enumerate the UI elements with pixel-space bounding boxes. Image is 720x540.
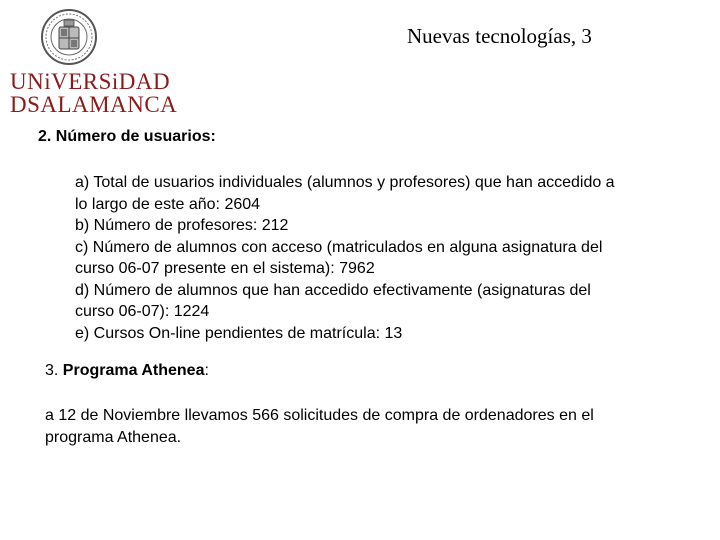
list-item: curso 06-07 presente en el sistema): 7962 [75,260,375,277]
paragraph-line: programa Athenea. [45,428,182,446]
slide-title: Nuevas tecnologías, 3 [407,24,592,48]
list-item: a) Total de usuarios individuales (alumnos y profesores) que han accedido a [75,174,615,191]
list-item: curso 06-07): 1224 [75,303,210,320]
university-logo [10,70,177,116]
list-item: e) Cursos On-line pendientes de matrícula: 13 [75,324,403,342]
logo-line-1: UNiVERSiDAD [10,69,171,94]
section-2-heading: 2. Número de usuarios: [38,128,216,145]
user-stats-list [75,172,695,344]
list-item: c) Número de alumnos con acceso (matriculados en alguna asignatura del [75,238,603,256]
university-seal-icon [40,8,98,66]
paragraph-line: a 12 de Noviembre llevamos 566 solicitudes de compra de ordenadores en el [45,407,594,424]
athenea-paragraph [45,405,695,448]
section-3-title: Programa Athenea [62,362,205,379]
logo-line-2: DSALAMANCA [10,92,178,117]
list-item: lo largo de este año: 2604 [75,195,261,213]
list-item: d) Número de alumnos que han accedido efectivamente (asignaturas del [75,281,591,299]
section-3-number: 3. [45,362,63,379]
list-item: b) Número de profesores: 212 [75,217,289,234]
section-3-colon: : [204,362,209,379]
section-3-heading [45,362,209,380]
